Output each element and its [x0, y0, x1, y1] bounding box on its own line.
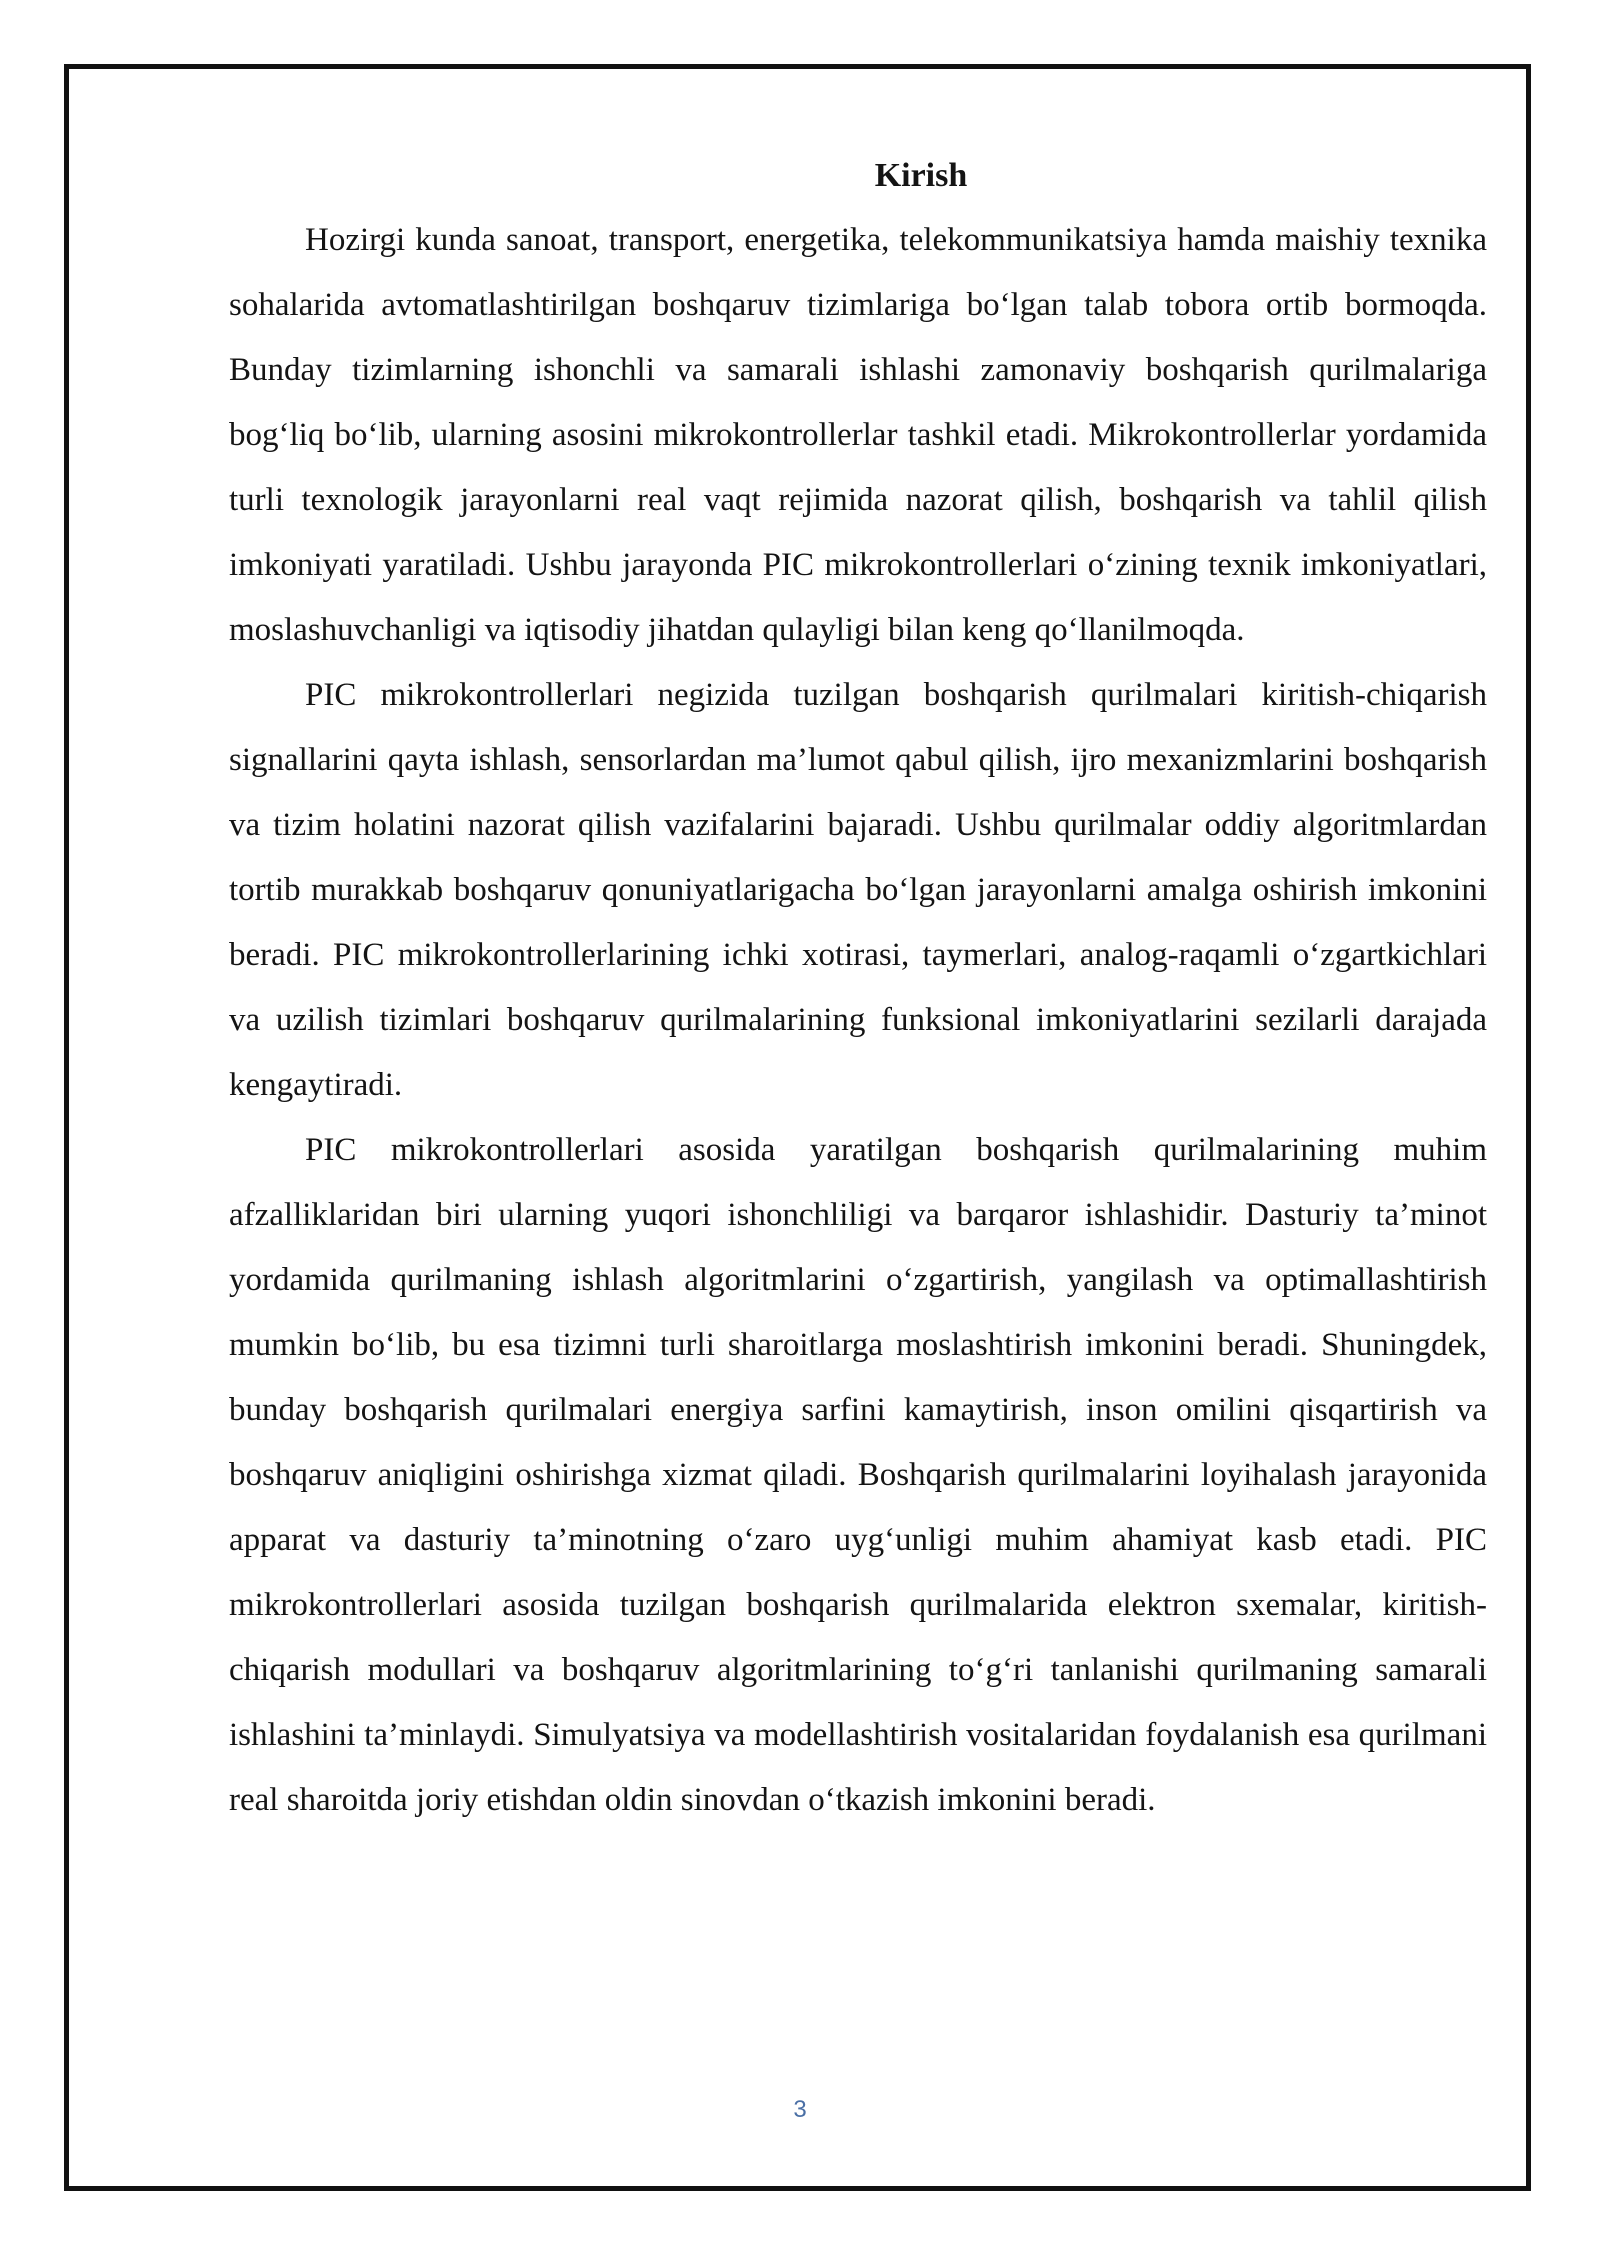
document-body	[229, 150, 1487, 1833]
page-number: 3	[793, 2096, 807, 2123]
paragraph-2: PIC mikrokontrollerlari negizida tuzilgan boshqarish qurilmalari kiritish-chiqarish signallarini qayta ishlash, sensorlardan ma’lumot qabul qilish, ijro mexanizmlarini boshqarish va tizim holatini nazorat qilish vazifalarini bajaradi. Ushbu qurilmalar oddiy algoritmlardan tortib murakkab boshqaruv qonuniyatlarigacha bo‘lgan jarayonlarni amalga oshirish imkonini beradi. PIC mikrokontrollerlarining ichki xotirasi, taymerlari, analog-raqamli o‘zgartkichlari va uzilish tizimlari boshqaruv qurilmalarining funksional imkoniyatlarini sezilarli darajada kengaytiradi.	[229, 677, 1487, 1103]
document-title: Kirish	[874, 157, 968, 194]
paragraph-1: Hozirgi kunda sanoat, transport, energetika, telekommunikatsiya hamda maishiy texnika sohalarida avtomatlashtirilgan boshqaruv tizimlariga bo‘lgan talab tobora ortib bormoqda. Bunday tizimlarning ishonchli va samarali ishlashi zamonaviy boshqarish qurilmalariga bog‘liq bo‘lib, ularning asosini mikrokontrollerlar tashkil etadi. Mikrokontrollerlar yordamida turli texnologik jarayonlarni real vaqt rejimida nazorat qilish, boshqarish va tahlil qilish imkoniyati yaratiladi. Ushbu jarayonda PIC mikrokontrollerlari o‘zining texnik imkoniyatlari, moslashuvchanligi va iqtisodiy jihatdan qulayligi bilan keng qo‘llanilmoqda.	[229, 222, 1487, 648]
paragraph-3: PIC mikrokontrollerlari asosida yaratilgan boshqarish qurilmalarining muhim afzalliklaridan biri ularning yuqori ishonchliligi va barqaror ishlashidir. Dasturiy ta’minot yordamida qurilmaning ishlash algoritmlarini o‘zgartirish, yangilash va optimallashtirish mumkin bo‘lib, bu esa tizimni turli sharoitlarga moslashtirish imkonini beradi. Shuningdek, bunday boshqarish qurilmalari energiya sarfini kamaytirish, inson omilini qisqartirish va boshqaruv aniqligini oshirishga xizmat qiladi. Boshqarish qurilmalarini loyihalash jarayonida apparat va dasturiy ta’minotning o‘zaro uyg‘unligi muhim ahamiyat kasb etadi. PIC mikrokontrollerlari asosida tuzilgan boshqarish qurilmalarida elektron sxemalar, kiritish-chiqarish modullari va boshqaruv algoritmlarining to‘g‘ri tanlanishi qurilmaning samarali ishlashini ta’minlaydi. Simulyatsiya va modellashtirish vositalaridan foydalanish esa qurilmani real sharoitda joriy etishdan oldin sinovdan o‘tkazish imkonini beradi.	[229, 1132, 1487, 1818]
